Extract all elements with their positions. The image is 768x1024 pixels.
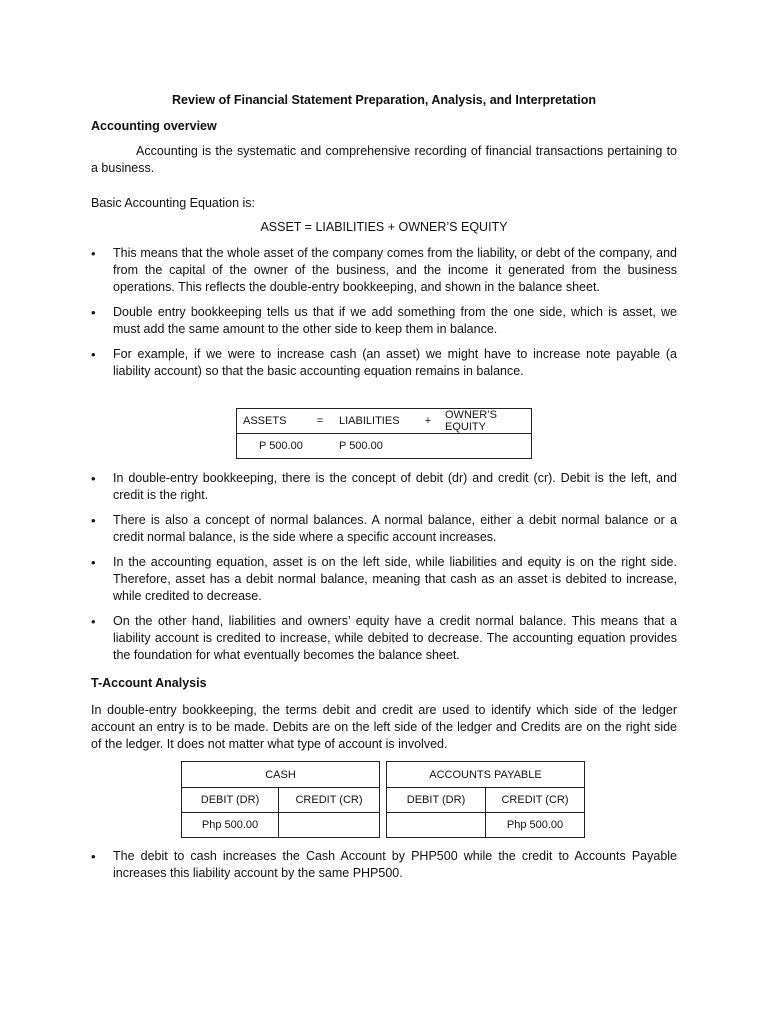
ap-credit-value: Php 500.00 [486, 813, 585, 838]
eq-col-assets: ASSETS [237, 409, 308, 434]
ap-debit-value [387, 813, 486, 838]
accounts-payable-t-account [386, 761, 585, 838]
list-item: • For example, if we were to increase cash (an asset) we might have to increase note payable (a liability account) so that the basic accounting equation remains in balance. [91, 346, 677, 380]
cash-title: CASH [182, 762, 380, 788]
cash-t-account [181, 761, 380, 838]
accounting-equation: ASSET = LIABILITIES + OWNER’S EQUITY [260, 220, 508, 234]
overview-paragraph: Accounting is the systematic and comprehensive recording of financial transactions pertaining to a business. [91, 144, 677, 175]
cash-credit-value [279, 813, 380, 838]
list-item: • There is also a concept of normal balances. A normal balance, either a debit normal balance or a credit normal balance, is the side where a specific account increases. [91, 512, 677, 546]
document-title: Review of Financial Statement Preparation, Analysis, and Interpretation [172, 93, 596, 107]
eq-value-equity [417, 434, 532, 459]
eq-sign: = [307, 409, 333, 434]
ap-title: ACCOUNTS PAYABLE [387, 762, 585, 788]
bullet-list-middle [91, 470, 677, 664]
heading-t-account-analysis: T-Account Analysis [91, 676, 207, 690]
list-item: • This means that the whole asset of the company comes from the liability, or debt of the company, and from the capital of the owner of the business, and the income it generated from the business operations. This reflects the double-entry bookkeeping, and shown in the balance sheet. [91, 245, 677, 296]
t-account-paragraph: In double-entry bookkeeping, the terms debit and credit are used to identify which side of the ledger account an entry is to be made. Debits are on the left side of the ledger and Credits are on the right side of the ledger. It does not matter what type of account is involved. [91, 703, 677, 751]
list-item: • In double-entry bookkeeping, there is the concept of debit (dr) and credit (cr). Debit is the left, and credit is the right. [91, 470, 677, 504]
cash-debit-value: Php 500.00 [182, 813, 279, 838]
list-item: • The debit to cash increases the Cash Account by PHP500 while the credit to Accounts Payable increases this liability account by the same PHP500. [91, 848, 677, 882]
bullet-list-top [91, 245, 677, 380]
bullet-list-bottom [91, 848, 677, 882]
list-item: • In the accounting equation, asset is on the left side, while liabilities and equity is on the right side. Therefore, asset has a debit normal balance, meaning that cash as an asset is debited to increase, while credited to decrease. [91, 554, 677, 605]
ap-debit-header: DEBIT (DR) [387, 788, 486, 813]
heading-accounting-overview: Accounting overview [91, 119, 217, 133]
list-item: • On the other hand, liabilities and owners’ equity have a credit normal balance. This means that a liability account is credited to increase, while debited to decrease. The accounting equation provides the foundation for what eventually becomes the balance sheet. [91, 613, 677, 664]
eq-col-liabilities: LIABILITIES [333, 409, 417, 434]
eq-value-assets: P 500.00 [237, 434, 334, 459]
accounting-equation-table [236, 408, 532, 459]
eq-value-liabilities: P 500.00 [333, 434, 417, 459]
eq-col-equity: OWNER’S EQUITY [439, 409, 532, 434]
equation-intro: Basic Accounting Equation is: [91, 196, 255, 210]
cash-debit-header: DEBIT (DR) [182, 788, 279, 813]
plus-sign: + [417, 409, 439, 434]
ap-credit-header: CREDIT (CR) [486, 788, 585, 813]
list-item: • Double entry bookkeeping tells us that if we add something from the one side, which is asset, we must add the same amount to the other side to keep them in balance. [91, 304, 677, 338]
cash-credit-header: CREDIT (CR) [279, 788, 380, 813]
